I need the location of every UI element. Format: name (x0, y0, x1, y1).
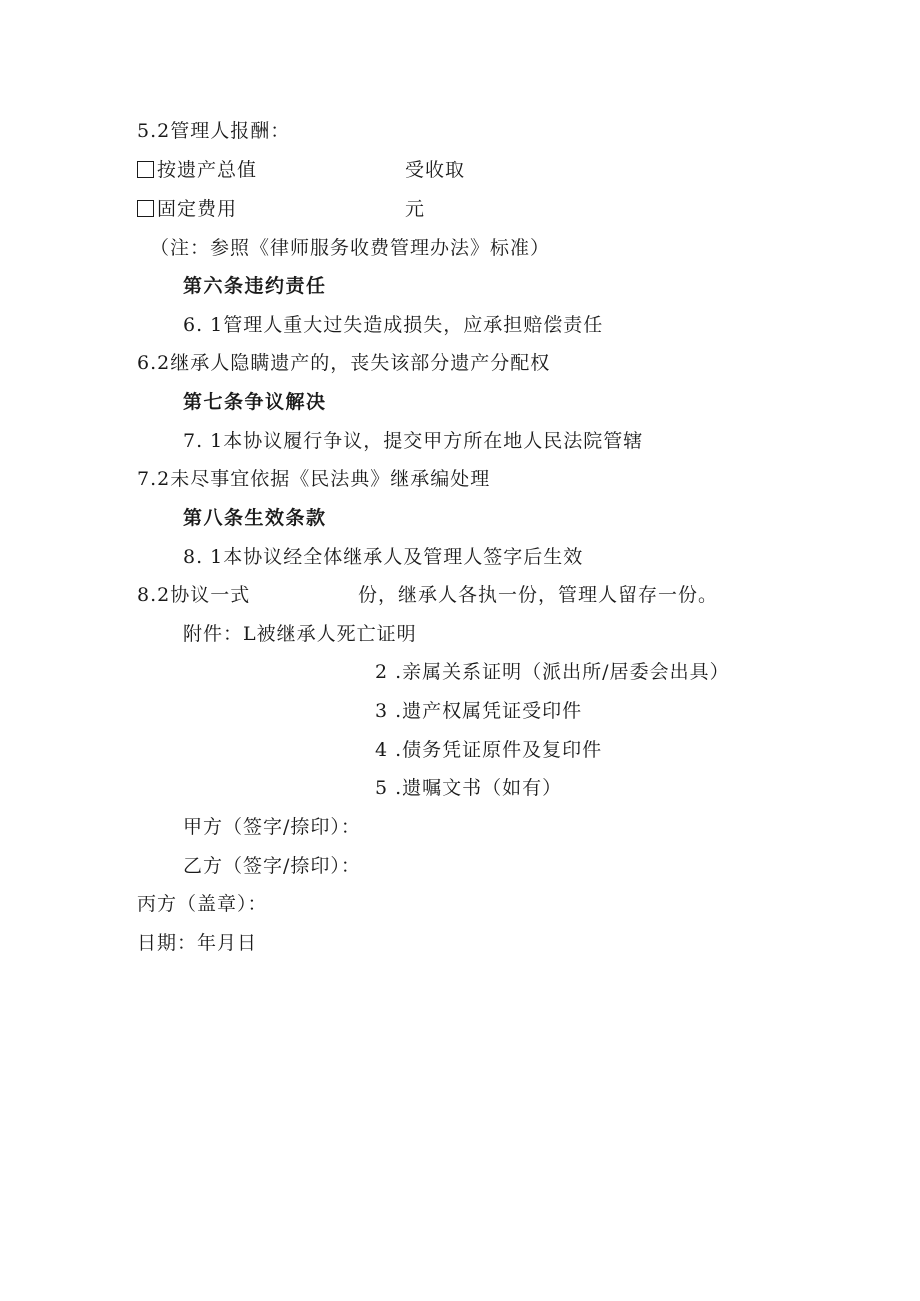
checkbox-icon[interactable] (137, 200, 154, 217)
clause-6-1: 6. 1管理人重大过失造成损失，应承担赔偿责任 (183, 314, 604, 336)
article-8-heading: 第八条生效条款 (183, 507, 327, 529)
article-6-heading: 第六条违约责任 (183, 275, 327, 297)
clause-8-2-end: 份，继承人各执一份，管理人留存一份。 (358, 584, 719, 606)
party-c-seal: 丙方（盖章）： (137, 893, 268, 915)
checkbox-icon[interactable] (137, 161, 154, 178)
fee-option-fixed (137, 196, 237, 222)
party-a-signature: 甲方（签字/捺印）： (183, 816, 361, 838)
clause-8-2-start: 8.2协议一式 (137, 584, 251, 606)
party-b-signature: 乙方（签字/捺印）： (183, 855, 361, 877)
clause-8-1: 8. 1本协议经全体继承人及管理人签字后生效 (183, 546, 584, 568)
date-line: 日期：年月日 (137, 932, 258, 954)
attachment-5: 5 .遗嘱文书（如有） (375, 777, 563, 799)
attachment-4: 4 .债务凭证原件及复印件 (375, 739, 603, 761)
article-7-heading: 第七条争议解决 (183, 391, 327, 413)
fee-option-total-value (137, 157, 257, 183)
fee-option-suffix: 元 (405, 198, 426, 220)
clause-7-2: 7.2未尽事宜依据《民法典》继承编处理 (137, 468, 491, 490)
attachment-3: 3 .遗产权属凭证受印件 (375, 700, 583, 722)
fee-note: （注：参照《律师服务收费管理办法》标准） (150, 237, 551, 259)
fee-option-label: 固定费用 (157, 198, 238, 220)
clause-7-1: 7. 1本协议履行争议，提交甲方所在地人民法院管辖 (183, 430, 644, 452)
clause-6-2: 6.2继承人隐瞒遗产的，丧失该部分遗产分配权 (137, 352, 551, 374)
section-5-2-title: 5.2管理人报酬： (137, 120, 291, 142)
attachment-1: 附件：L被继承人死亡证明 (183, 623, 417, 645)
attachment-2: 2 .亲属关系证明（派出所/居委会出具） (375, 661, 730, 683)
fee-option-suffix: 受收取 (405, 159, 466, 181)
fee-option-label: 按遗产总值 (157, 159, 258, 181)
